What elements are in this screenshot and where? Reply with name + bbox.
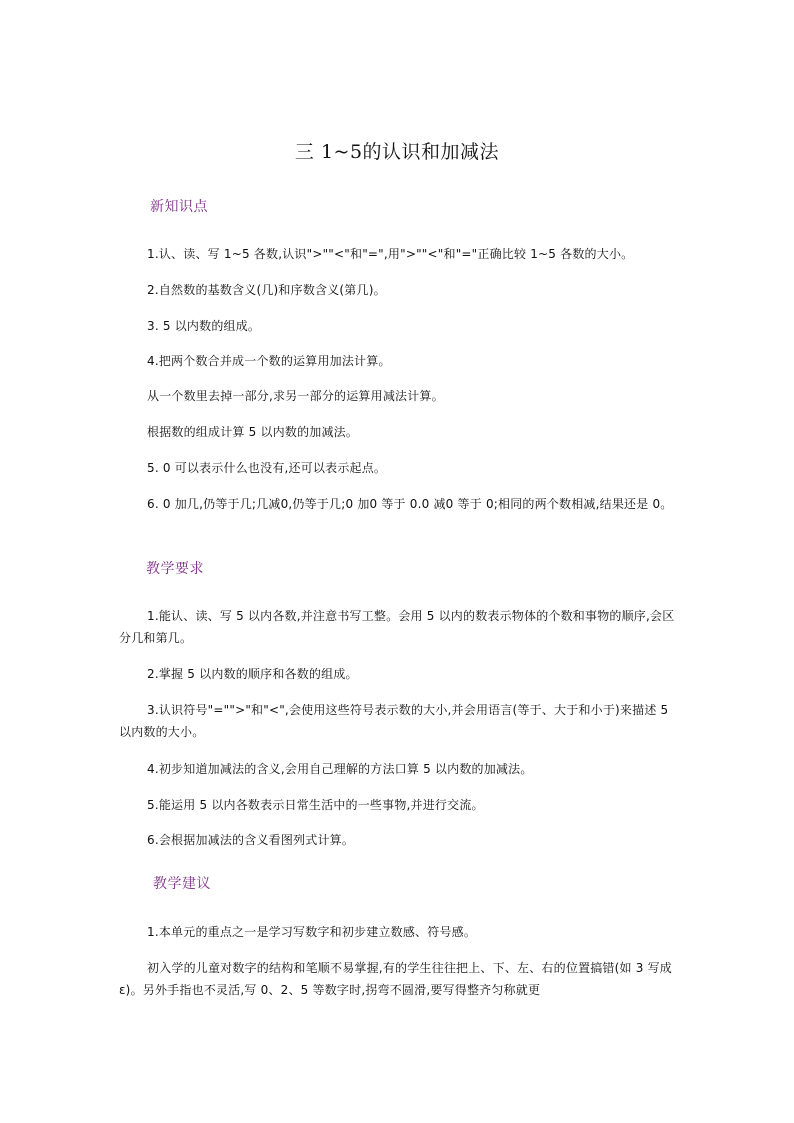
- list-item: 1.能认、读、写 5 以内各数,并注意书写工整。会用 5 以内的数表示物体的个数和事物的顺序,会区分几和第几。: [119, 609, 675, 645]
- list-item: 5.能运用 5 以内各数表示日常生活中的一些事物,并进行交流。: [147, 798, 484, 812]
- list-item: 4.把两个数合并成一个数的运算用加法计算。: [147, 354, 391, 368]
- list-item: 6.会根据加减法的含义看图列式计算。: [147, 833, 355, 847]
- list-item: 初入学的儿童对数字的结构和笔顺不易掌握,有的学生往往把上、下、左、右的位置搞错(如 3 写成 ε)。另外手指也不灵活,写 0、2、5 等数字时,拐弯不圆滑,要写得整齐匀称就更: [119, 961, 676, 997]
- list-item: 1.本单元的重点之一是学习写数字和初步建立数感、符号感。: [147, 925, 477, 939]
- list-item: 2.掌握 5 以内数的顺序和各数的组成。: [147, 667, 358, 681]
- section-heading-teaching-suggestions: 教学建议: [153, 876, 211, 892]
- list-item: 3.认识符号"="">"和"<",会使用这些符号表示数的大小,并会用语言(等于、大于和小于)来描述 5 以内数的大小。: [119, 703, 673, 739]
- list-item: 5. 0 可以表示什么也没有,还可以表示起点。: [147, 461, 387, 475]
- list-item: 4.初步知道加减法的含义,会用自己理解的方法口算 5 以内数的加减法。: [147, 762, 533, 776]
- list-item: 从一个数里去掉一部分,求另一部分的运算用减法计算。: [147, 389, 444, 403]
- list-item: 3. 5 以内数的组成。: [147, 319, 261, 333]
- page-title: 三 1~5的认识和加减法: [294, 141, 500, 163]
- list-item: 2.自然数的基数含义(几)和序数含义(第几)。: [147, 283, 386, 297]
- list-item: 根据数的组成计算 5 以内数的加减法。: [147, 425, 359, 439]
- list-item: 1.认、读、写 1~5 各数,认识">""<"和"=",用">""<"和"="正确比较 1~5 各数的大小。: [147, 247, 634, 261]
- section-heading-new-knowledge: 新知识点: [150, 199, 208, 215]
- list-item: 6. 0 加几,仍等于几;几减0,仍等于几;0 加0 等于 0.0 减0 等于 0;相同的两个数相减,结果还是 0。: [147, 497, 673, 511]
- section-heading-teaching-requirements: 教学要求: [146, 561, 204, 577]
